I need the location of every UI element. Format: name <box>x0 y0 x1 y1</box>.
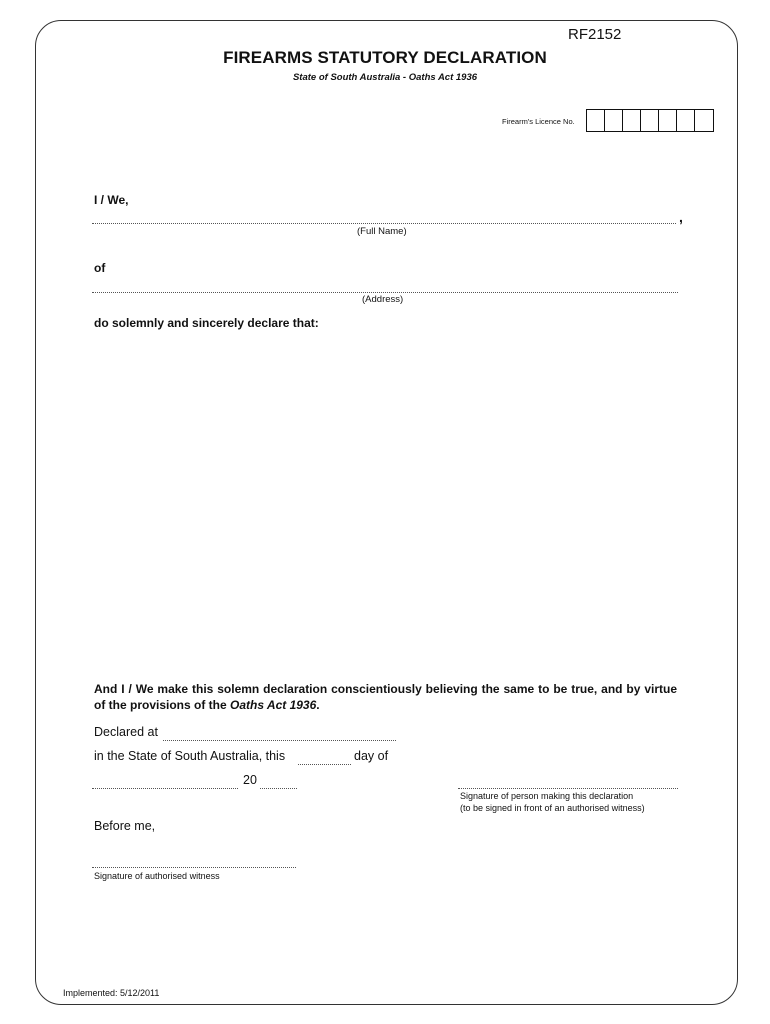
solemn-statement: And I / We make this solemn declaration conscientiously believing the same to be true, and by virtue of the provisions of the Oaths Act 1936. <box>94 682 677 712</box>
day-of-label: day of <box>354 749 389 763</box>
year-field[interactable] <box>260 788 297 789</box>
licence-digit-box[interactable] <box>587 110 605 131</box>
intro-label: I / We, <box>94 193 129 207</box>
licence-digit-box[interactable] <box>623 110 641 131</box>
form-code: RF2152 <box>568 26 622 43</box>
declare-label: do solemnly and sincerely declare that: <box>94 316 319 330</box>
licence-digit-box[interactable] <box>695 110 713 131</box>
oaths-act-reference: Oaths Act 1936 <box>230 698 317 712</box>
declarant-signature-note: (to be signed in front of an authorised witness) <box>460 803 645 813</box>
form-subtitle: State of South Australia - Oaths Act 1936 <box>292 72 478 83</box>
state-label: in the State of South Australia, this <box>94 749 286 763</box>
full-name-caption: (Full Name) <box>357 226 407 237</box>
name-comma: , <box>679 209 683 225</box>
witness-signature-field[interactable] <box>92 867 296 868</box>
implemented-date: Implemented: 5/12/2011 <box>63 988 160 998</box>
licence-number-boxes <box>586 109 714 132</box>
licence-digit-box[interactable] <box>677 110 695 131</box>
of-label: of <box>94 261 106 275</box>
licence-digit-box[interactable] <box>641 110 659 131</box>
year-prefix: 20 <box>243 773 257 787</box>
declaration-body-area[interactable] <box>94 340 678 670</box>
declared-at-label: Declared at <box>94 725 158 739</box>
licence-digit-box[interactable] <box>605 110 623 131</box>
month-field[interactable] <box>92 788 238 789</box>
full-name-field[interactable] <box>92 223 676 224</box>
witness-signature-caption: Signature of authorised witness <box>94 871 220 881</box>
declarant-signature-field[interactable] <box>458 788 678 789</box>
before-me-label: Before me, <box>94 819 156 833</box>
form-title: FIREARMS STATUTORY DECLARATION <box>223 48 547 67</box>
declared-at-field[interactable] <box>163 740 396 741</box>
address-field[interactable] <box>92 292 678 293</box>
day-field[interactable] <box>298 764 351 765</box>
address-caption: (Address) <box>362 294 404 305</box>
declarant-signature-caption: Signature of person making this declaration <box>460 791 634 801</box>
licence-number-label: Firearm's Licence No. <box>502 117 575 126</box>
licence-digit-box[interactable] <box>659 110 677 131</box>
